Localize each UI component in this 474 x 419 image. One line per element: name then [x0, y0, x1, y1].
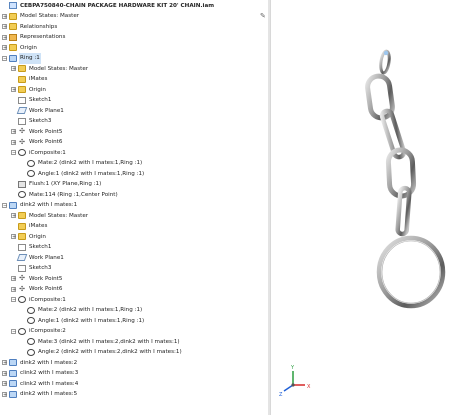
x-axis-label: X [307, 384, 311, 390]
tree-row-label: Work Point5 [29, 275, 63, 282]
expand-icon[interactable]: + [12, 234, 17, 240]
part-icon [9, 370, 17, 377]
tree-row-label: Origin [29, 86, 46, 93]
expand-icon[interactable]: + [3, 381, 8, 387]
expand-icon[interactable]: + [3, 45, 8, 51]
tree-row-label: Sketch3 [29, 265, 52, 271]
constraint-icon [27, 338, 35, 345]
tree-row[interactable] [0, 305, 268, 316]
asm-icon [9, 2, 17, 9]
tree-row-label: Work Point6 [29, 286, 63, 292]
tree-row[interactable] [0, 32, 268, 43]
collapse-icon[interactable]: − [12, 328, 17, 335]
tree-row-label: dink2 with I mates:2 [20, 359, 78, 366]
tree-row[interactable] [0, 137, 268, 148]
tree-row-label: Model States: Master [29, 65, 89, 72]
tree-row[interactable] [0, 221, 268, 232]
expand-icon[interactable]: + [3, 34, 8, 41]
tree-row-label: CEBPA750840-CHAIN PACKAGE HARDWARE KIT 20' CHAIN.iam [20, 2, 215, 9]
part-icon [9, 359, 17, 366]
expand-icon[interactable]: + [3, 13, 8, 20]
collapse-icon[interactable]: − [3, 55, 8, 62]
tree-row[interactable] [0, 347, 268, 358]
constraint-icon [27, 160, 35, 167]
expand-icon[interactable]: + [3, 24, 8, 30]
part-icon [9, 380, 17, 387]
expand-icon[interactable]: + [3, 360, 8, 366]
tree-row[interactable] [0, 242, 268, 253]
tree-row[interactable] [0, 274, 268, 285]
tree-row[interactable] [0, 190, 268, 201]
tree-row[interactable] [0, 368, 268, 379]
folder-icon [18, 76, 26, 83]
constraint-icon [27, 170, 35, 177]
tree-row-label: Work Point6 [29, 139, 63, 145]
constraint-icon [18, 149, 26, 156]
folder-icon [9, 23, 17, 30]
point-icon: ✣ [19, 284, 25, 293]
expand-icon[interactable]: + [12, 276, 17, 282]
constraint-icon [18, 191, 26, 198]
point-icon: ✣ [19, 274, 25, 282]
plane-icon [17, 254, 28, 261]
tree-row-label: Flush:1 (XY Plane,Ring :1) [29, 181, 102, 187]
collapse-icon[interactable]: − [3, 202, 8, 209]
graphics-window[interactable] [271, 0, 474, 415]
tree-row[interactable] [0, 95, 268, 106]
tree-row[interactable] [0, 127, 268, 138]
point-icon: ✣ [19, 127, 25, 135]
tree-row-label: Origin [20, 44, 37, 51]
tree-row[interactable] [0, 263, 268, 274]
point-icon: ✣ [19, 137, 25, 146]
tree-row[interactable] [0, 337, 268, 348]
tree-row[interactable] [0, 211, 268, 222]
folder-icon [18, 86, 26, 93]
tree-row[interactable] [0, 22, 268, 33]
constraint-icon [18, 328, 26, 335]
tree-row-label: clink2 with I mates:4 [20, 380, 79, 387]
expand-icon[interactable]: + [12, 66, 17, 72]
z-axis-label: Z [279, 392, 283, 398]
tree-row-label: iComposite:1 [29, 296, 66, 303]
tree-row[interactable] [0, 200, 268, 211]
sketch-icon [18, 244, 26, 251]
tree-row[interactable] [0, 232, 268, 243]
tree-row[interactable] [0, 53, 268, 64]
tree-row-label: Angle:1 (dink2 with I mates:1,Ring :1) [38, 317, 145, 324]
tree-row-label: Origin [29, 233, 46, 240]
tree-row[interactable] [0, 85, 268, 96]
expand-icon[interactable]: + [12, 213, 17, 219]
tree-row[interactable] [0, 169, 268, 180]
flush-icon [18, 181, 26, 188]
tree-row-label: Ring :1 [19, 53, 41, 64]
expand-icon[interactable]: + [12, 286, 17, 293]
sketch-icon [18, 97, 26, 104]
tree-row-label: Sketch3 [29, 118, 52, 124]
tree-row[interactable] [0, 116, 268, 127]
tree-row[interactable] [0, 295, 268, 306]
collapse-icon[interactable]: − [12, 150, 17, 156]
tree-row-label: dink2 with I mates:5 [20, 391, 78, 397]
expand-icon[interactable]: + [3, 391, 8, 398]
collapse-icon[interactable]: − [12, 297, 17, 303]
sketch-icon [18, 118, 26, 125]
tree-row[interactable] [0, 179, 268, 190]
expand-icon[interactable]: + [12, 139, 17, 146]
tree-row-label: Mate:2 (dink2 with I mates:1,Ring :1) [38, 307, 143, 313]
folder-icon [18, 212, 26, 219]
tree-row[interactable] [0, 358, 268, 369]
tree-row-label: iMates [29, 76, 48, 82]
tree-row-label: Mate:114 (Ring :1,Center Point) [29, 191, 118, 198]
pencil-icon[interactable]: ✎ [260, 12, 266, 20]
tree-row[interactable] [0, 1, 268, 12]
folder-icon [9, 13, 17, 20]
tree-row[interactable] [0, 326, 268, 337]
constraint-icon [27, 317, 35, 324]
expand-icon[interactable]: + [12, 87, 17, 93]
tree-row-label: Sketch1 [29, 97, 52, 103]
folder-icon [18, 233, 26, 240]
tree-row-label: Angle:2 (dink2 with I mates:2,dink2 with I mates:1) [38, 349, 182, 355]
part-icon [9, 55, 17, 62]
tree-row[interactable] [0, 253, 268, 264]
part-icon [9, 202, 17, 209]
expand-icon[interactable]: + [12, 129, 17, 135]
tree-row[interactable] [0, 284, 268, 295]
tree-row-label: Work Point5 [29, 128, 63, 135]
tree-row[interactable] [0, 389, 268, 400]
y-axis-label: Y [291, 365, 295, 371]
part-icon [9, 391, 17, 398]
tree-row-label: Sketch1 [29, 244, 52, 250]
tree-row[interactable] [0, 106, 268, 117]
tree-row[interactable] [0, 43, 268, 54]
tree-row-label: Work Plane1 [29, 254, 64, 261]
sketch-icon [18, 265, 26, 272]
folder-icon [18, 65, 26, 72]
tree-row-label: iComposite:2 [29, 328, 66, 334]
constraint-icon [27, 349, 35, 356]
constraint-icon [27, 307, 35, 314]
tree-row-label: Relationships [20, 23, 58, 30]
constraint-icon [18, 296, 26, 303]
tree-row[interactable] [0, 379, 268, 390]
view-triad[interactable] [271, 0, 474, 415]
tree-row-label: Model States: Master [20, 13, 80, 19]
tree-row-label: clink2 with I mates:3 [20, 370, 79, 376]
tree-row-label: iMates [29, 223, 48, 229]
tree-row[interactable] [0, 148, 268, 159]
plane-icon [17, 107, 28, 114]
tree-row[interactable] [0, 74, 268, 85]
tree-row-label: iComposite:1 [29, 149, 66, 156]
tree-row-label: Representations [20, 34, 66, 40]
tree-row[interactable] [0, 158, 268, 169]
rep-icon [9, 34, 17, 41]
folder-icon [9, 44, 17, 51]
folder-icon [18, 223, 26, 230]
browser-scrollbar[interactable] [268, 0, 270, 415]
tree-row[interactable] [0, 64, 268, 75]
tree-row[interactable] [0, 316, 268, 327]
tree-row-label: Work Plane1 [29, 107, 64, 114]
tree-row-label: dink2 with I mates:1 [20, 202, 78, 208]
tree-row-label: Mate:3 (dink2 with I mates:2,dink2 with I mates:1) [38, 338, 180, 345]
tree-row-label: Model States: Master [29, 212, 89, 219]
tree-row-label: Angle:1 (dink2 with I mates:1,Ring :1) [38, 170, 145, 177]
tree-row-label: Mate:2 (dink2 with I mates:1,Ring :1) [38, 160, 143, 166]
tree-row[interactable] [0, 11, 268, 22]
expand-icon[interactable]: + [3, 370, 8, 377]
